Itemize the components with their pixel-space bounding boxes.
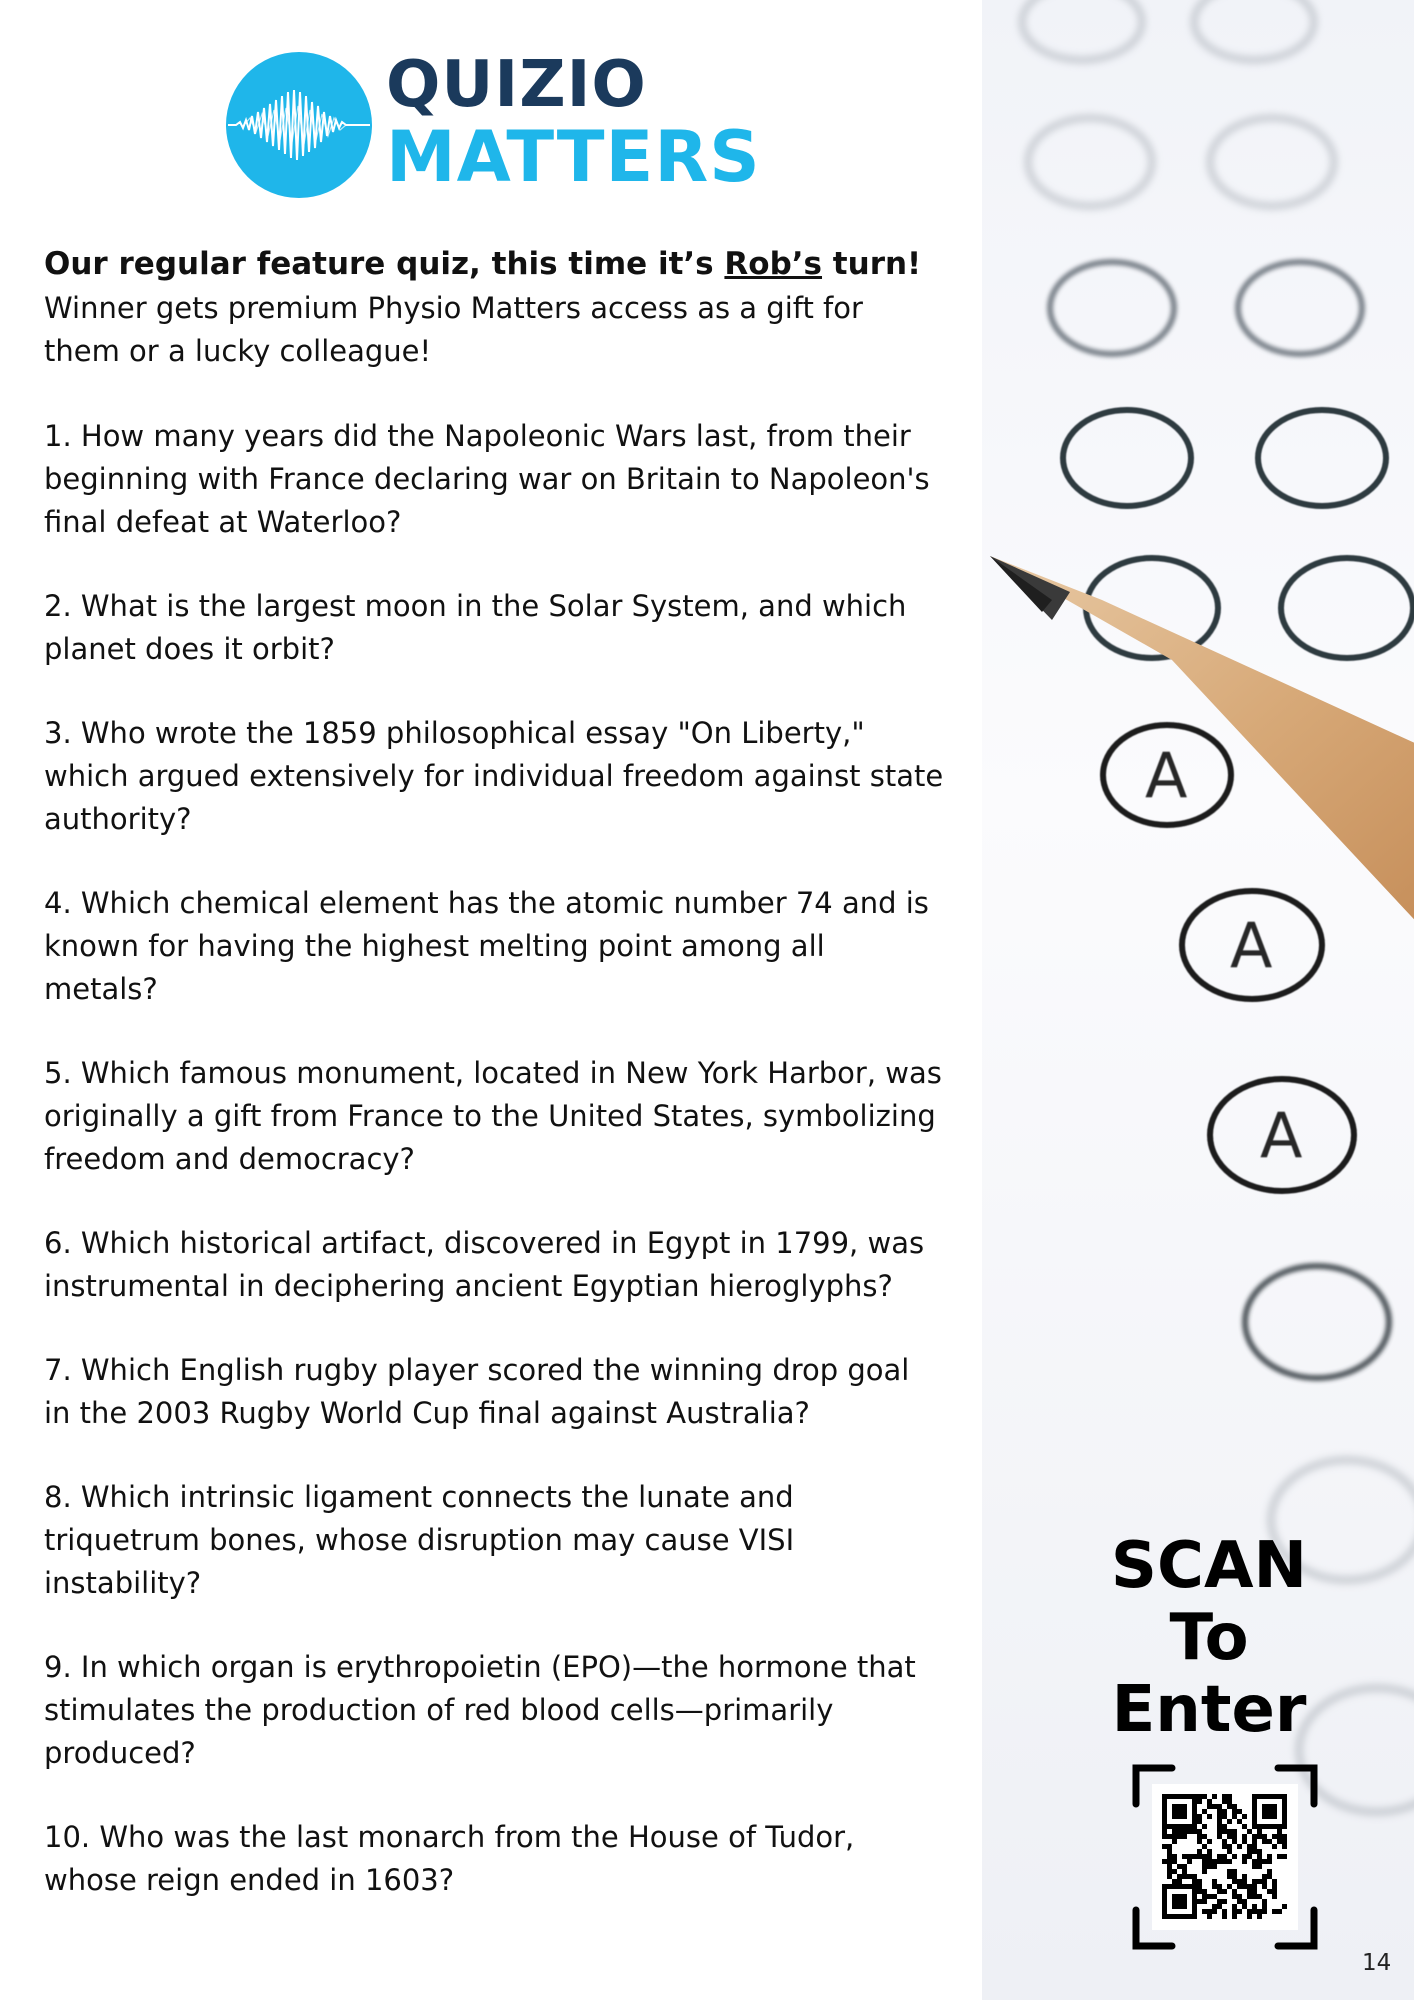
question-item: 10. Who was the last monarch from the House of Tudor, whose reign ended in 1603? <box>44 1820 855 1897</box>
question-item: 2. What is the largest moon in the Solar System, and which planet does it orbit? <box>44 589 907 666</box>
scan-line-3: Enter <box>1111 1673 1307 1747</box>
intro-subtext: Winner gets premium Physio Matters access as a gift for them or a lucky colleague! <box>44 291 863 368</box>
intro-heading-name: Rob’s <box>724 246 823 282</box>
logo-text-matters: MATTERS <box>386 116 761 198</box>
intro-heading-text: Our regular feature quiz, this time it’s <box>44 246 725 282</box>
question-item: 3. Who wrote the 1859 philosophical essay "On Liberty," which argued extensively for individual freedom against state authority? <box>44 716 944 836</box>
question-item: 6. Which historical artifact, discovered in Egypt in 1799, was instrumental in deciphering ancient Egyptian hieroglyphs? <box>44 1226 925 1303</box>
intro-heading-end: turn! <box>822 246 922 282</box>
question-item: 8. Which intrinsic ligament connects the lunate and triquetrum bones, whose disruption may cause VISI instability? <box>44 1480 795 1600</box>
svg-text:A: A <box>1260 1099 1303 1172</box>
intro-heading <box>44 242 944 286</box>
pencil-icon <box>990 556 1414 960</box>
quizio-matters-logo <box>226 48 786 202</box>
logo-text-quizio: QUIZIO <box>386 48 647 122</box>
page-number: 14 <box>1362 1950 1392 1976</box>
question-item: 1. How many years did the Napoleonic Wars last, from their beginning with France declaring war on Britain to Napoleon's final defeat at Waterloo? <box>44 419 930 539</box>
question-item: 4. Which chemical element has the atomic number 74 and is known for having the highest melting point among all metals? <box>44 886 929 1006</box>
svg-text:A: A <box>1230 909 1273 982</box>
question-item: 5. Which famous monument, located in New York Harbor, was originally a gift from France to the United States, symbolizing freedom and democracy? <box>44 1056 942 1176</box>
soundwave-icon <box>226 52 372 198</box>
question-item: 7. Which English rugby player scored the winning drop goal in the 2003 Rugby World Cup final against Australia? <box>44 1353 910 1430</box>
answer-sheet-photo <box>982 0 1414 2000</box>
svg-text:A: A <box>1145 739 1188 812</box>
scan-line-1: SCAN <box>1110 1529 1308 1603</box>
scan-to-enter-text <box>1094 1530 1324 1746</box>
qr-code-icon[interactable] <box>1132 1764 1318 1950</box>
scan-line-2: To <box>1169 1601 1249 1675</box>
question-item: 9. In which organ is erythropoietin (EPO)—the hormone that stimulates the production of red blood cells—primarily produced? <box>44 1650 916 1770</box>
question-list <box>44 415 944 1943</box>
